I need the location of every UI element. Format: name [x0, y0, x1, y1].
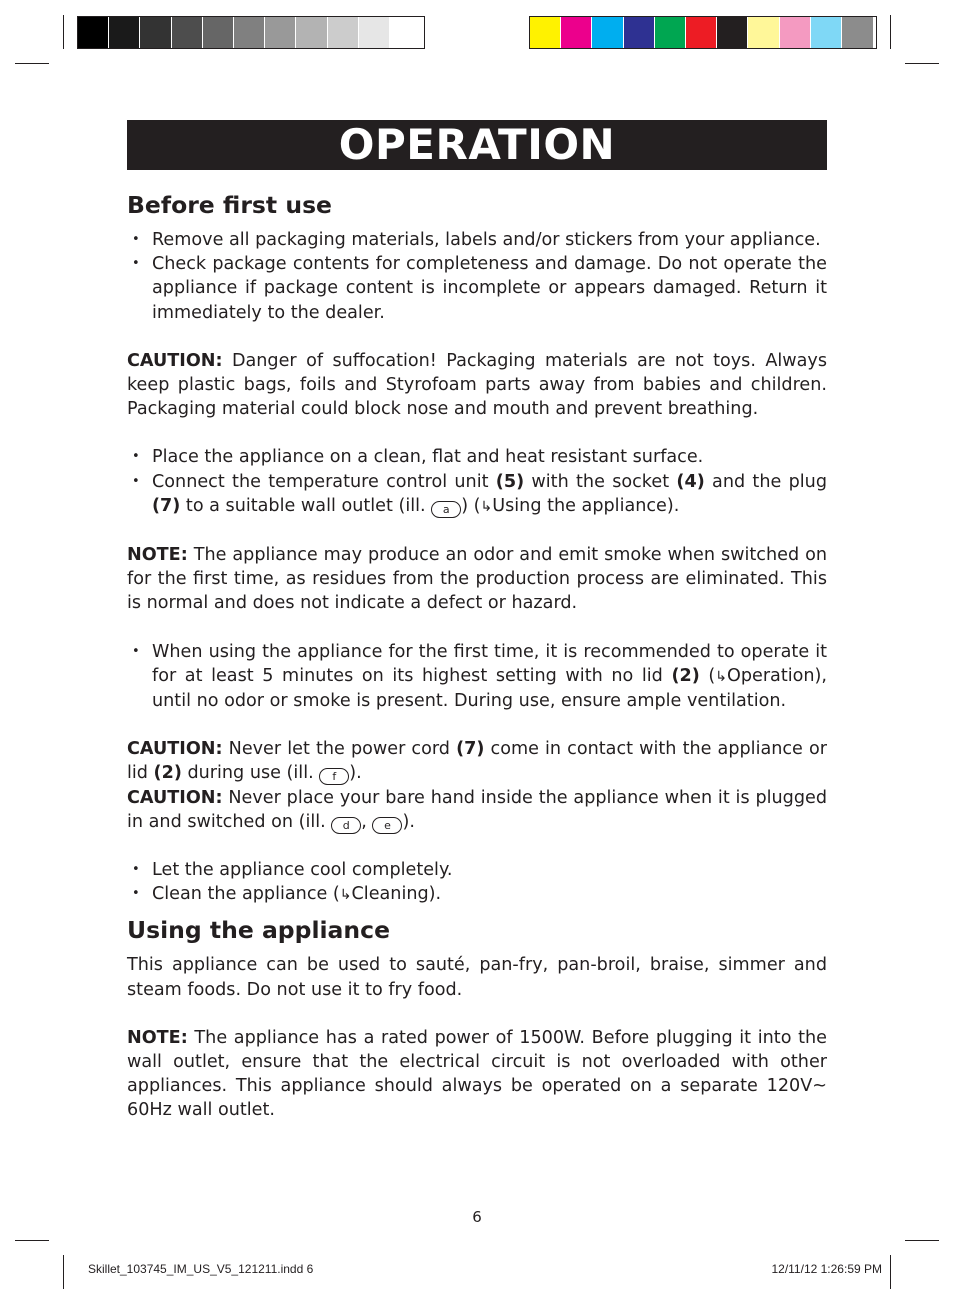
- caution-label: CAUTION:: [127, 739, 223, 760]
- cross-reference-arrow-icon: ↳: [480, 498, 493, 515]
- crop-mark: [905, 63, 939, 64]
- crop-mark: [15, 1240, 49, 1241]
- bullet-list: [127, 858, 827, 907]
- color-swatch: [686, 17, 717, 48]
- note-label: NOTE:: [127, 1027, 188, 1048]
- heading-before-first-use: Before first use: [127, 191, 332, 219]
- section-title-band: [127, 120, 827, 170]
- illustration-ref-a: a: [431, 501, 461, 518]
- note-paragraph: [127, 1026, 827, 1123]
- color-swatch: [811, 17, 842, 48]
- main-content: [127, 190, 827, 1123]
- color-swatch: [234, 17, 265, 48]
- caution-paragraph: CAUTION: Never let the power cord (7) come in contact with the appliance or lid (2) during use (ill. f ).: [127, 739, 827, 784]
- list-item: • When using the appliance for the first time, it is recommended to operate it for at least 5 minutes on its highest setting with no lid (2) (↳Operation), until no odor or smoke is present. During use, ensure ample ventilation.: [127, 640, 827, 714]
- caution-paragraph: [127, 349, 827, 422]
- crop-mark: [890, 1255, 891, 1289]
- color-swatch: [390, 17, 421, 48]
- process-color-bar: [529, 16, 877, 49]
- list-item: • Check package contents for completeness and damage. Do not operate the appliance if package content is incomplete or appears damaged. Return it immediately to the dealer.: [127, 252, 827, 325]
- color-swatch: [592, 17, 623, 48]
- color-swatch: [748, 17, 779, 48]
- note-text: The appliance has a rated power of 1500W. Before plugging it into the wall outlet, ensure that the electrical circuit is not overloaded with other appliances. This appliance should always be operated on a separate 120V~ 60Hz wall outlet.: [127, 1027, 827, 1121]
- illustration-ref-d: d: [331, 817, 361, 834]
- color-swatch: [780, 17, 811, 48]
- color-swatch: [172, 17, 203, 48]
- note-text: The appliance may produce an odor and emit smoke when switched on for the first time, as residues from the production process are eliminated. This is normal and does not indicate a defect or hazard.: [127, 545, 827, 614]
- bullet-list: [127, 228, 827, 325]
- color-swatch: [624, 17, 655, 48]
- caution-label: CAUTION:: [127, 787, 223, 808]
- list-item: • Let the appliance cool completely.: [127, 858, 827, 882]
- color-swatch: [265, 17, 296, 48]
- crop-mark: [905, 1240, 939, 1241]
- color-swatch: [109, 17, 140, 48]
- cross-reference-arrow-icon: ↳: [715, 668, 727, 685]
- bullet-list: [127, 445, 827, 519]
- note-paragraph: [127, 543, 827, 616]
- caution-paragraph: CAUTION: Never place your bare hand inside the appliance when it is plugged in and switched on (ill. d , e ).: [127, 787, 827, 832]
- color-swatch: [203, 17, 234, 48]
- cross-reference-arrow-icon: ↳: [339, 887, 352, 904]
- print-timestamp: 12/11/12 1:26:59 PM: [771, 1262, 882, 1276]
- page-title: OPERATION: [338, 120, 616, 169]
- list-item: • Clean the appliance (↳Cleaning).: [127, 882, 827, 907]
- caution-label: CAUTION:: [127, 350, 223, 371]
- illustration-ref-e: e: [372, 817, 402, 834]
- crop-mark: [63, 1255, 64, 1289]
- grayscale-color-bar: [77, 16, 425, 49]
- crop-mark: [15, 63, 49, 64]
- color-swatch: [140, 17, 171, 48]
- bullet-list: [127, 640, 827, 714]
- color-swatch: [78, 17, 109, 48]
- page-number: 6: [472, 1208, 482, 1226]
- file-slug: Skillet_103745_IM_US_V5_121211.indd 6: [88, 1262, 314, 1276]
- crop-mark: [63, 15, 64, 49]
- list-item: • Place the appliance on a clean, flat and heat resistant surface.: [127, 445, 827, 469]
- caution-text: Danger of suffocation! Packaging materials are not toys. Always keep plastic bags, foils and Styrofoam parts away from babies and children. Packaging material could block nose and mouth and prevent breathing.: [127, 350, 827, 420]
- illustration-ref-f: f: [319, 768, 349, 785]
- heading-using-the-appliance: Using the appliance: [127, 916, 391, 945]
- crop-mark: [890, 15, 891, 49]
- color-swatch: [655, 17, 686, 48]
- color-swatch: [842, 17, 873, 48]
- color-swatch: [296, 17, 327, 48]
- list-item: • Connect the temperature control unit (5) with the socket (4) and the plug (7) to a suitable wall outlet (ill. a ) (↳Using the appliance).: [127, 470, 827, 519]
- color-swatch: [359, 17, 390, 48]
- color-swatch: [561, 17, 592, 48]
- note-label: NOTE:: [127, 545, 188, 566]
- list-item: • Remove all packaging materials, labels and/or stickers from your appliance.: [127, 228, 827, 252]
- color-swatch: [328, 17, 359, 48]
- color-swatch: [717, 17, 748, 48]
- intro-paragraph: This appliance can be used to sauté, pan-fry, pan-broil, braise, simmer and steam foods. Do not use it to fry food.: [127, 955, 827, 1000]
- color-swatch: [530, 17, 561, 48]
